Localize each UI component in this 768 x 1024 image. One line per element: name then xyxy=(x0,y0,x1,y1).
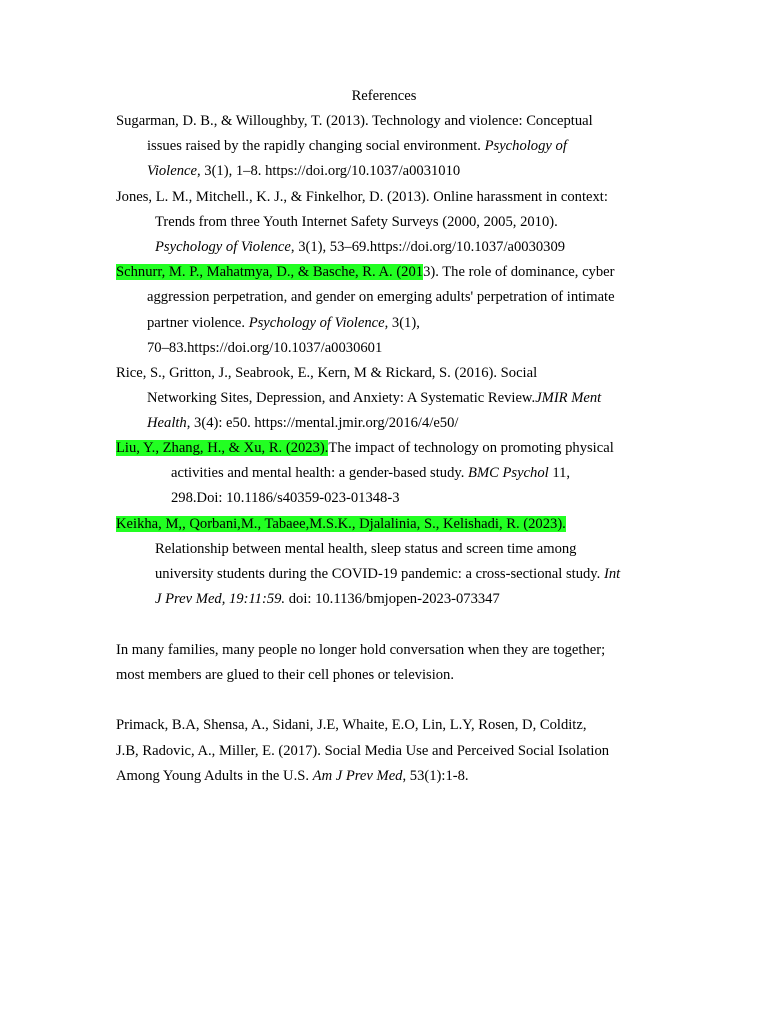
ref-text: 11, xyxy=(548,465,571,481)
paragraph-line: most members are glued to their cell phones or television. xyxy=(116,667,455,683)
ref-line xyxy=(147,388,601,408)
ref-line xyxy=(155,564,620,584)
ref-line: Sugarman, D. B., & Willoughby, T. (2013). Technology and violence: Conceptual xyxy=(116,113,593,129)
ref-text: Networking Sites, Depression, and Anxiety: A Systematic Review. xyxy=(147,390,536,406)
ref-text: , 3(1), 1–8. https://doi.org/10.1037/a0031010 xyxy=(196,163,461,179)
highlighted-text: Liu, Y., Zhang, H., & Xu, R. (2023). xyxy=(116,440,329,456)
journal-title: Health xyxy=(147,415,187,431)
journal-title: Psychology of Violence xyxy=(248,315,385,331)
journal-title: Violence xyxy=(147,163,197,179)
ref-line: J.B, Radovic, A., Miller, E. (2017). Social Media Use and Perceived Social Isolation xyxy=(116,743,610,759)
ref-line xyxy=(147,413,458,433)
ref-text: doi: 10.1136/bmjopen-2023-073347 xyxy=(285,591,500,607)
ref-line xyxy=(116,514,566,534)
journal-title: Psychology of xyxy=(484,138,567,154)
highlighted-text: Keikha, M,, Qorbani,M., Tabaee,M.S.K., Djalalinia, S., Kelishadi, R. (2023). xyxy=(116,516,566,532)
ref-text: university students during the COVID-19 pandemic: a cross-sectional study. xyxy=(155,566,604,582)
ref-line xyxy=(116,438,614,458)
journal-title: BMC Psychol xyxy=(468,465,549,481)
ref-text: , 3(1), xyxy=(384,315,420,331)
journal-title: Psychology of Violence xyxy=(155,239,291,255)
ref-text: , 3(1), 53–69.https://doi.org/10.1037/a0030309 xyxy=(290,239,566,255)
ref-line xyxy=(147,136,567,156)
ref-line xyxy=(147,161,460,181)
ref-line xyxy=(155,237,565,257)
ref-line: Primack, B.A, Shensa, A., Sidani, J.E, Whaite, E.O, Lin, L.Y, Rosen, D, Colditz, xyxy=(116,717,587,733)
ref-text: partner violence. xyxy=(147,315,249,331)
ref-text: activities and mental health: a gender-based study. xyxy=(171,465,469,481)
ref-text: , 53(1):1-8. xyxy=(402,768,469,784)
page-title: References xyxy=(351,88,417,104)
ref-text: Among Young Adults in the U.S. xyxy=(116,768,313,784)
ref-line: 298.Doi: 10.1186/s40359-023-01348-3 xyxy=(171,490,400,506)
paragraph-line: In many families, many people no longer hold conversation when they are together; xyxy=(116,642,606,658)
ref-line: Jones, L. M., Mitchell., K. J., & Finkelhor, D. (2013). Online harassment in context: xyxy=(116,189,608,205)
ref-line xyxy=(171,463,570,483)
ref-line xyxy=(116,766,469,786)
ref-text: issues raised by the rapidly changing social environment. xyxy=(147,138,485,154)
ref-line xyxy=(147,313,420,333)
highlighted-text: Schnurr, M. P., Mahatmya, D., & Basche, R. A. (201 xyxy=(116,264,424,280)
ref-text: 3). The role of dominance, cyber xyxy=(423,264,615,280)
ref-line xyxy=(116,262,614,282)
journal-title: Am J Prev Med xyxy=(312,768,403,784)
journal-title: Int xyxy=(603,566,621,582)
ref-line: 70–83.https://doi.org/10.1037/a0030601 xyxy=(147,340,383,356)
ref-line: Relationship between mental health, sleep status and screen time among xyxy=(155,541,577,557)
journal-title: JMIR Ment xyxy=(535,390,602,406)
ref-line: aggression perpetration, and gender on emerging adults' perpetration of intimate xyxy=(147,289,615,305)
ref-text: , 3(4): e50. https://mental.jmir.org/2016/4/e50/ xyxy=(186,415,459,431)
ref-line xyxy=(155,589,500,609)
ref-text: The impact of technology on promoting physical xyxy=(328,440,614,456)
journal-title: J Prev Med, 19:11:59. xyxy=(155,591,286,607)
ref-line: Trends from three Youth Internet Safety Surveys (2000, 2005, 2010). xyxy=(155,214,558,230)
ref-line: Rice, S., Gritton, J., Seabrook, E., Kern, M & Rickard, S. (2016). Social xyxy=(116,365,538,381)
